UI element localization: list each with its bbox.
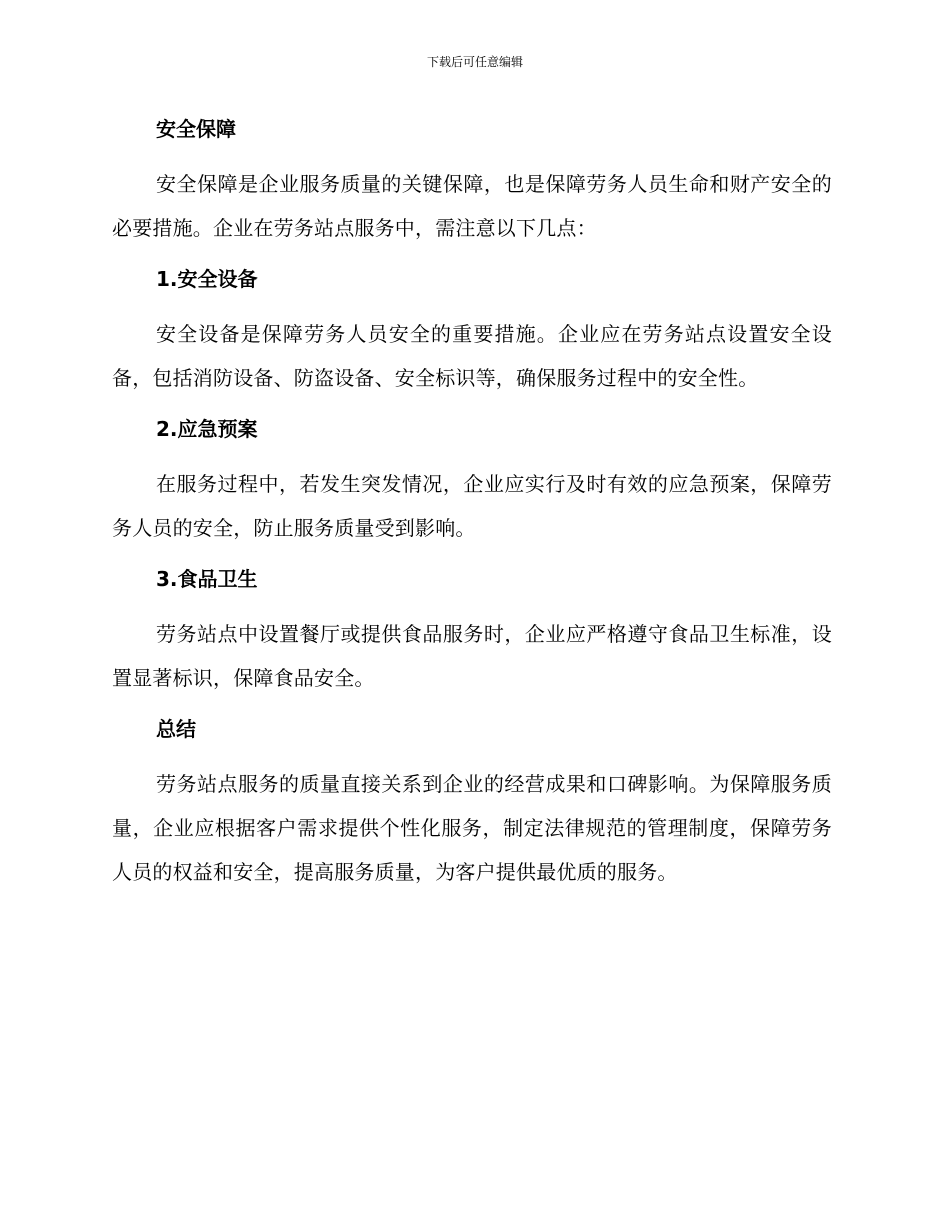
section-paragraph-summary: 劳务站点服务的质量直接关系到企业的经营成果和口碑影响。为保障服务质量，企业应根据客户需求提供个性化服务，制定法律规范的管理制度，保障劳务人员的权益和安全，提高服务质量，为客户提供最优质的服务。 [112, 772, 832, 884]
section-paragraph-safety: 安全保障是企业服务质量的关键保障，也是保障劳务人员生命和财产安全的必要措施。企业在劳务站点服务中，需注意以下几点： [112, 172, 832, 240]
section-paragraph-equipment: 安全设备是保障劳务人员安全的重要措施。企业应在劳务站点设置安全设备，包括消防设备、防盗设备、安全标识等，确保服务过程中的安全性。 [112, 322, 832, 390]
section-paragraph-emergency: 在服务过程中，若发生突发情况，企业应实行及时有效的应急预案，保障劳务人员的安全，防止服务质量受到影响。 [112, 472, 832, 540]
section-heading-equipment: 1.安全设备 [156, 267, 258, 291]
section-heading-emergency: 2.应急预案 [156, 417, 258, 441]
document-body [112, 110, 832, 894]
section-heading-safety: 安全保障 [156, 117, 236, 141]
section-paragraph-food-hygiene: 劳务站点中设置餐厅或提供食品服务时，企业应严格遵守食品卫生标准，设置显著标识，保障食品安全。 [112, 622, 832, 690]
page-header-note: 下载后可任意编辑 [426, 55, 523, 69]
section-heading-summary: 总结 [156, 717, 196, 741]
section-heading-food-hygiene: 3.食品卫生 [156, 567, 258, 591]
